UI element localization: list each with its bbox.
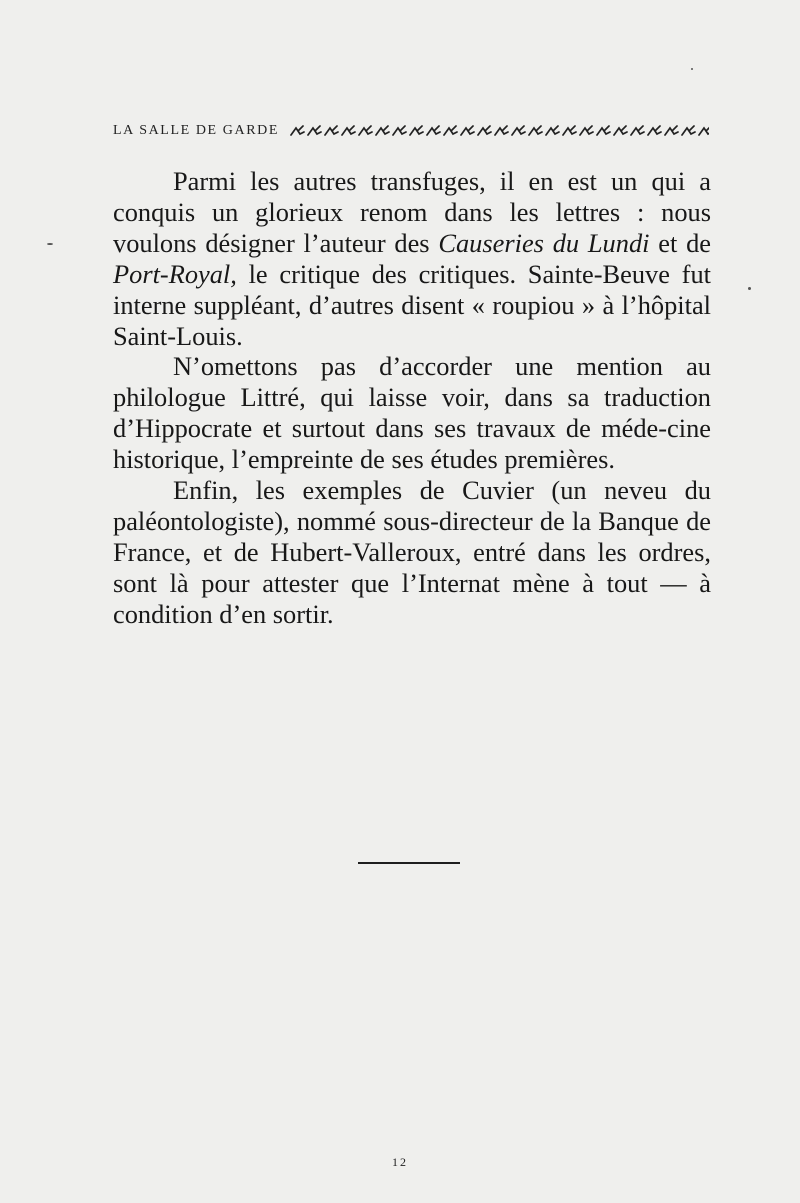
fleuron-glyph: [614, 126, 627, 135]
scan-speck: [47, 243, 53, 245]
fleuron-glyph: [648, 126, 661, 135]
fleuron-glyph: [580, 126, 593, 135]
fleuron-glyph: [427, 126, 440, 135]
paragraph-littre: [113, 351, 711, 475]
fleuron-glyph: [342, 126, 355, 135]
fleuron-glyph: [291, 126, 304, 135]
fleuron-glyph: [376, 126, 389, 135]
paragraph-cuvier: [113, 475, 711, 630]
title-causeries-du-lundi: Causeries du Lundi: [438, 227, 650, 258]
fleuron-glyph: [597, 126, 610, 135]
fleuron-glyph: [495, 126, 508, 135]
fleuron-glyph: [529, 126, 542, 135]
fleuron-glyph: [546, 126, 559, 135]
page-number: 12: [392, 1155, 408, 1169]
fleuron-glyph: [682, 126, 695, 135]
fleuron-ornament-icon: [289, 124, 709, 138]
fleuron-glyph: [444, 126, 457, 135]
fleuron-glyph: [410, 126, 423, 135]
scan-speck: [748, 287, 751, 290]
title-port-royal: Port-Royal,: [113, 258, 237, 289]
paragraph-transfuges: [113, 166, 711, 351]
fleuron-glyph: [512, 126, 525, 135]
fleuron-glyph: [359, 126, 372, 135]
running-head-title: LA SALLE DE GARDE: [113, 123, 280, 138]
fleuron-glyph: [563, 126, 576, 135]
fleuron-glyph: [478, 126, 491, 135]
fleuron-glyph: [308, 126, 321, 135]
paragraph-text: Parmi les autres transfuges, il en est un qui a conquis un glorieux renom dans les lettres : nous voulons désigner l’auteur des: [113, 166, 711, 258]
running-head: [113, 120, 711, 142]
paragraph-text: le critique des critiques. Sainte-Beuve fut interne suppléant, d’autres disent « roupiou » à l’hôpital Saint-Louis.: [113, 258, 711, 351]
closing-rule: [358, 862, 460, 864]
fleuron-glyph: [665, 126, 678, 135]
fleuron-glyph: [699, 126, 709, 135]
fleuron-glyph: [393, 126, 406, 135]
paragraph-text: N’omettons pas d’accorder une mention au philologue Littré, qui laisse voir, dans sa traduction d’Hippocrate et surtout dans ses travaux de méde-cine historique, l’empreinte de ses études premières.: [113, 351, 711, 475]
paragraph-text: Enfin, les exemples de Cuvier (un neveu du paléontologiste), nommé sous-directeur de la Banque de France, et de Hubert-Valleroux, entré dans les ordres, sont là pour attester que l’Internat mène à tout — à condition d’en sortir.: [113, 475, 711, 629]
fleuron-glyph: [461, 126, 474, 135]
body-text: [113, 166, 711, 630]
fleuron-glyph: [325, 126, 338, 135]
paragraph-text: et de: [649, 227, 712, 258]
scan-speck: [691, 68, 693, 70]
fleuron-glyph: [631, 126, 644, 135]
fleuron-ornament-band: [289, 124, 711, 138]
